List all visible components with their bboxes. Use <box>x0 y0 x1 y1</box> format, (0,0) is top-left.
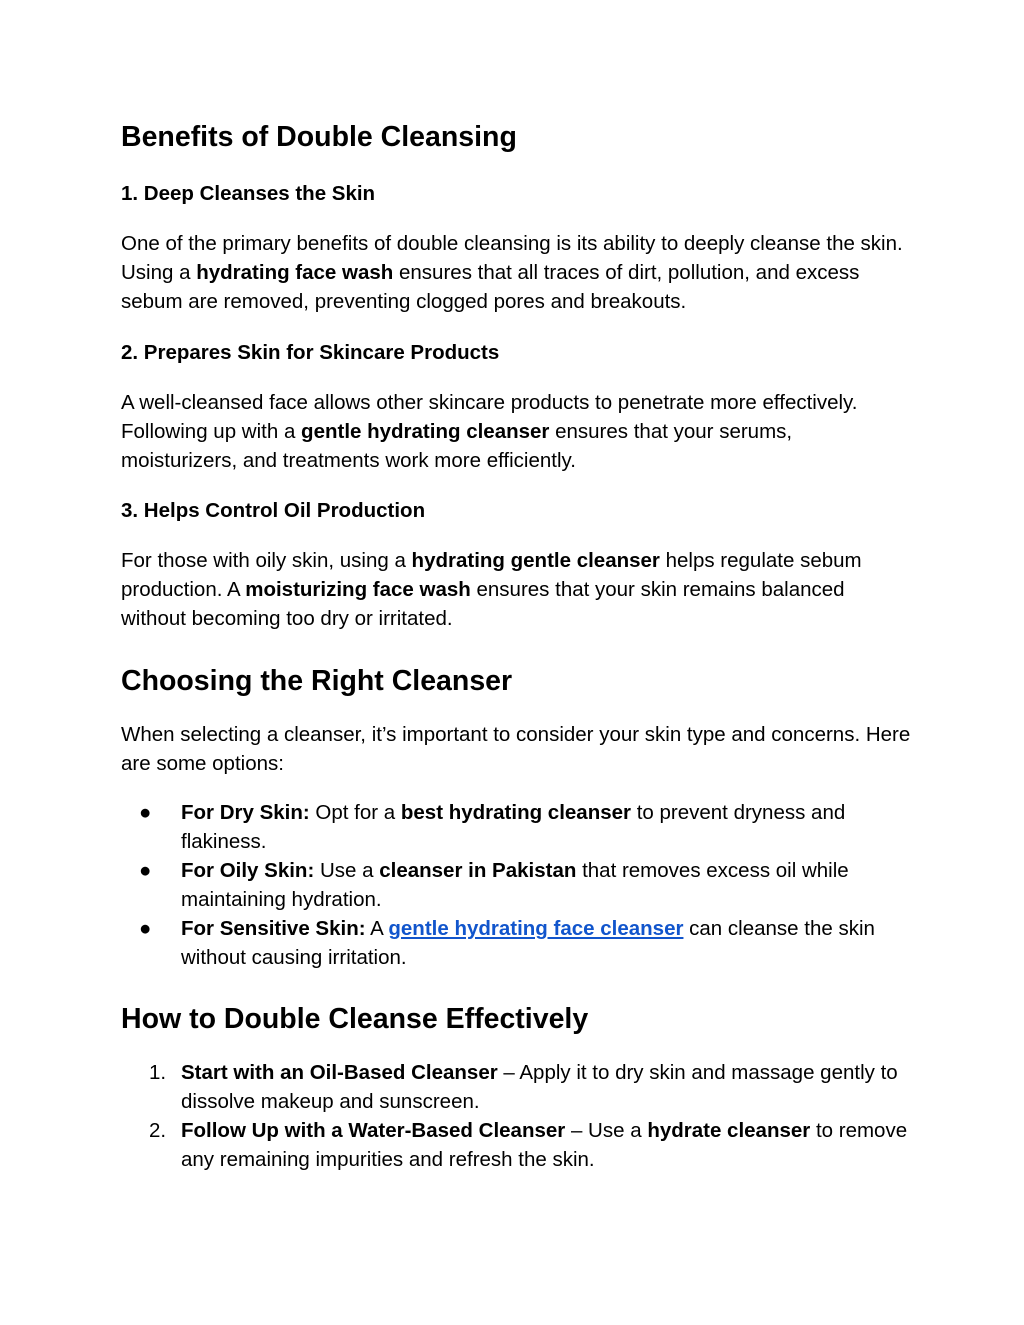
text-run: For those with oily skin, using a <box>121 549 412 572</box>
bold-term: gentle hydrating cleanser <box>301 420 550 443</box>
subheading-deep-cleanses: 1. Deep Cleanses the Skin <box>121 182 376 205</box>
bold-term: hydrating face wash <box>196 261 394 284</box>
text-run: One of the primary benefits of double cleansing is its ability to deeply cleanse the skin. Using a <box>121 232 903 284</box>
text-run: A well-cleansed face allows other skincare products to penetrate more effectively. Following up with a <box>121 391 858 443</box>
text-run: – Apply it to dry skin and massage gently to dissolve makeup and sunscreen. <box>181 1061 898 1113</box>
paragraph-prepares-skin <box>121 388 911 475</box>
step-label: Start with an Oil-Based Cleanser <box>181 1061 498 1084</box>
text-run: to prevent dryness and flakiness. <box>181 801 846 853</box>
subheading-oil-control: 3. Helps Control Oil Production <box>121 499 426 522</box>
text-run: can cleanse the skin without causing irritation. <box>181 917 875 969</box>
text-run: – Use a <box>565 1119 648 1142</box>
list-item <box>121 1058 911 1116</box>
item-label: For Sensitive Skin: <box>181 917 366 940</box>
step-number: 1. <box>149 1061 167 1084</box>
list-item <box>121 798 911 856</box>
text-run: ensures that your skin remains balanced without becoming too dry or irritated. <box>121 578 845 630</box>
heading-how-to: How to Double Cleanse Effectively <box>121 1003 589 1035</box>
text-run: Opt for a <box>309 801 401 824</box>
bullet-icon: ● <box>139 801 152 824</box>
cleansing-steps-list <box>121 1058 911 1174</box>
paragraph-deep-cleanses <box>121 229 911 316</box>
subheading-prepares-skin: 2. Prepares Skin for Skincare Products <box>121 341 500 364</box>
bold-term: hydrating gentle cleanser <box>411 549 660 572</box>
text-run: Use a <box>314 859 380 882</box>
cleanser-options-list <box>121 798 911 972</box>
bold-term: best hydrating cleanser <box>400 801 632 824</box>
bold-term: hydrate cleanser <box>647 1119 811 1142</box>
heading-choosing: Choosing the Right Cleanser <box>121 665 513 697</box>
text-run: to remove any remaining impurities and refresh the skin. <box>181 1119 908 1171</box>
bullet-icon: ● <box>139 859 152 882</box>
item-label: For Oily Skin: <box>181 859 315 882</box>
text-run: ensures that all traces of dirt, pollution, and excess sebum are removed, preventing clogged pores and breakouts. <box>121 261 860 313</box>
step-number: 2. <box>149 1119 167 1142</box>
bold-term: cleanser in Pakistan <box>379 859 577 882</box>
list-item <box>121 1116 911 1174</box>
text-run: helps regulate sebum production. A <box>121 549 862 601</box>
paragraph-oil-control <box>121 546 911 633</box>
list-item <box>121 856 911 914</box>
step-label: Follow Up with a Water-Based Cleanser <box>181 1119 566 1142</box>
item-label: For Dry Skin: <box>181 801 310 824</box>
paragraph-choosing-intro: When selecting a cleanser, it’s important to consider your skin type and concerns. Here are some options: <box>121 723 911 775</box>
bold-term: moisturizing face wash <box>245 578 471 601</box>
list-item <box>121 914 911 972</box>
text-run: A <box>365 917 389 940</box>
heading-benefits: Benefits of Double Cleansing <box>121 121 517 153</box>
text-run: ensures that your serums, moisturizers, and treatments work more efficiently. <box>121 420 793 472</box>
bullet-icon: ● <box>139 917 152 940</box>
gentle-hydrating-face-cleanser-link[interactable]: gentle hydrating face cleanser <box>388 917 684 940</box>
text-run: that removes excess oil while maintaining hydration. <box>181 859 849 911</box>
